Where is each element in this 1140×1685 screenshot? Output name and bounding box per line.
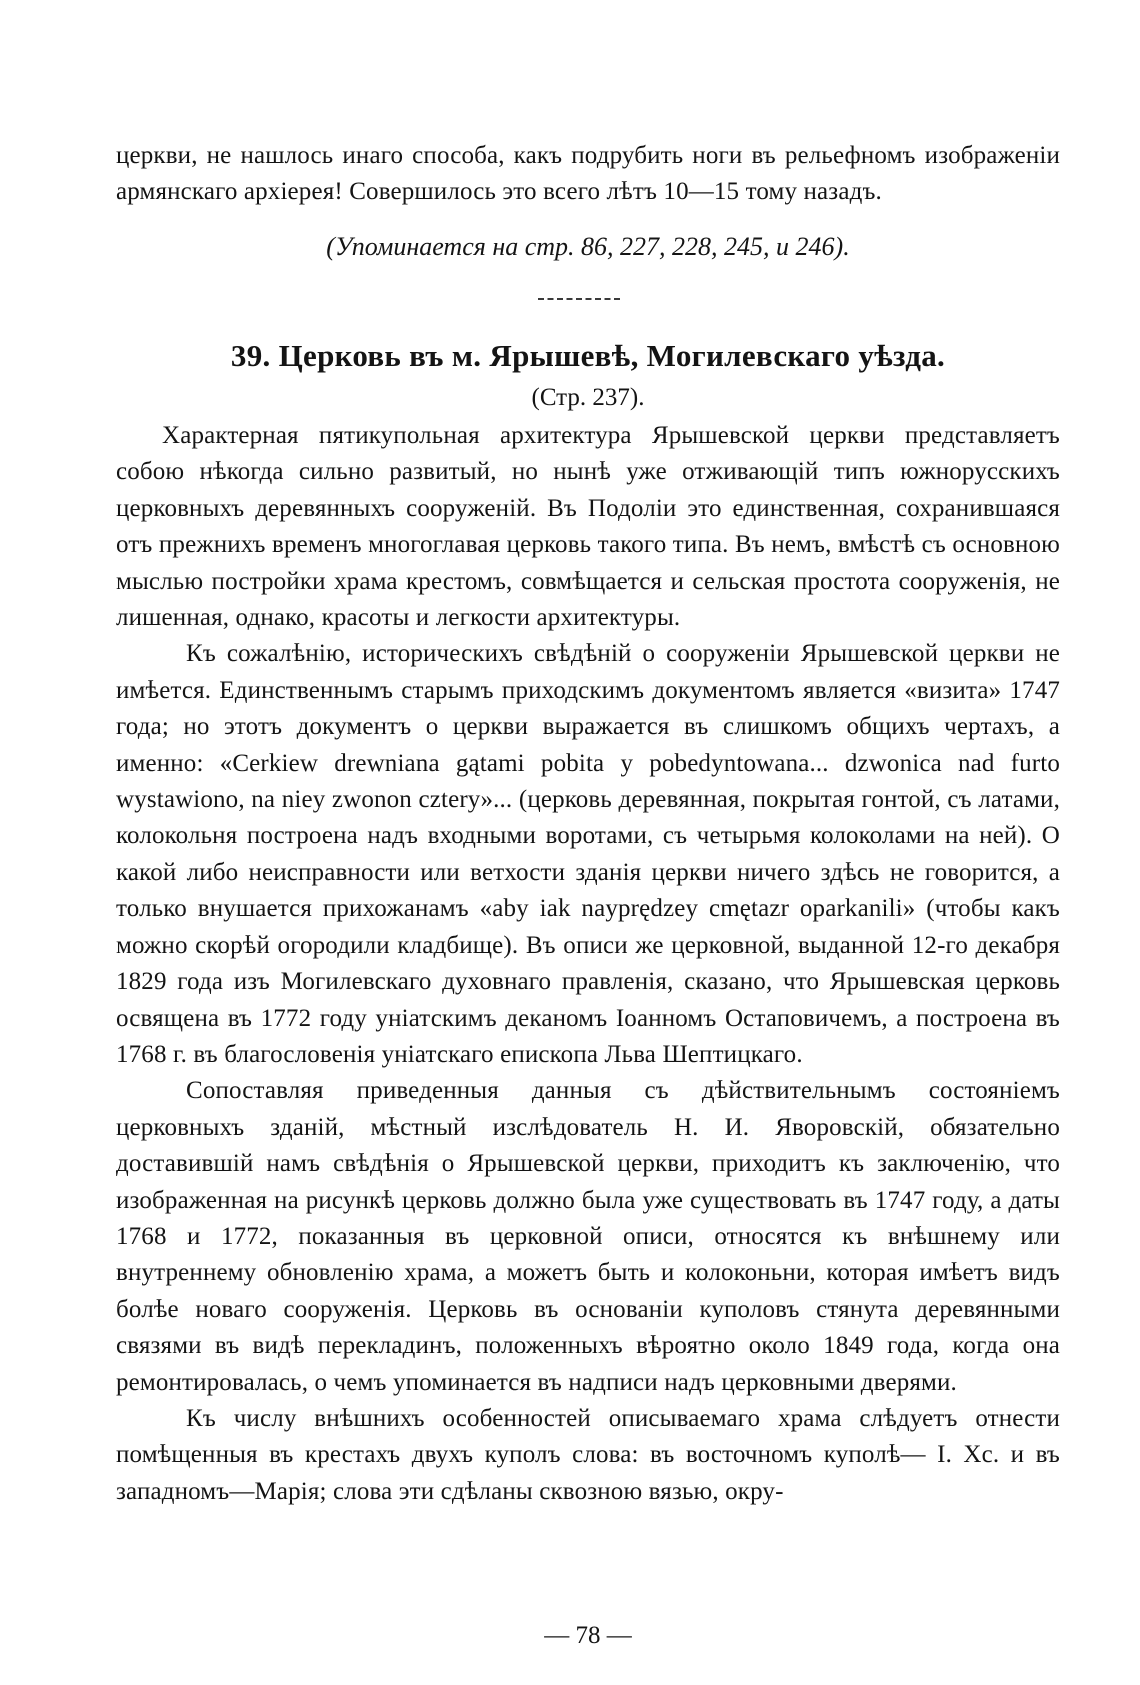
page-mention-note: (Упоминается на стр. 86, 227, 228, 245, и 246). <box>326 232 850 261</box>
page-number: — 78 — <box>544 1622 632 1649</box>
section-page-reference: (Стр. 237). <box>531 384 645 411</box>
body-paragraph-1: Характерная пятикупольная архитектура Ярышевской церкви представляетъ собою нѣкогда сильно развитый, но нынѣ уже отживающiй типъ южнорусскихъ церковныхъ деревянныхъ сооруженiй. Въ Подолiи это единственная, сохранившаяся отъ прежнихъ временъ многоглавая церковь такого типа. Въ немъ, вмѣстѣ съ основною мыслью постройки храма крестомъ, совмѣщается и сельская простота сооруженiя, не лишенная, однако, красоты и легкости архитектуры. <box>116 422 1060 632</box>
body-paragraph-3: Сопоставляя приведенныя данныя съ дѣйствительнымъ состоянiемъ церковныхъ зданiй, мѣстный изслѣдователь Н. И. Яворовскiй, обязательно доставившiй намъ свѣдѣнiя о Ярышевской церкви, приходитъ къ заключенiю, что изображенная на рисункѣ церковь должно была уже существовать въ 1747 году, а даты 1768 и 1772, показанныя въ церковной описи, относятся къ внѣшнему или внутреннему обновленiю храма, а можетъ быть и колоконьни, которая имѣетъ видъ болѣе новаго сооруженiя. Церковь въ основанiи куполовъ стянута деревянными связями въ видѣ перекладинъ, положенныхъ вѣроятно около 1849 года, когда она ремонтировалась, о чемъ упоминается въ надписи надъ церковными дверями. <box>116 1077 1060 1396</box>
section-divider <box>538 298 620 300</box>
section-body <box>116 418 1060 1510</box>
top-paragraph: церкви, не нашлось инаго способа, какъ подрубить ноги въ рельефномъ изображенiи армянскаго архiерея! Совершилось это всего лѣтъ 10—15 тому назадъ. <box>116 142 1060 206</box>
body-paragraph-2: Къ сожалѣнiю, историческихъ свѣдѣнiй о сооруженiи Ярышевской церкви не имѣется. Единственнымъ старымъ приходскимъ документомъ является «визита» 1747 года; но этотъ документъ о церкви выражается въ слишкомъ общихъ чертахъ, а именно: «Cerkiew drewniana gątami pobita y pobedyntowana... dzwonica nad furto wystawiono, na niey zwonon cztery»... (церковь деревянная, покрытая гонтой, съ латами, колокольня построена надъ входными воротами, съ четырьмя колоколами на ней). О какой либо неисправности или ветхости зданiя церкви ничего здѣсь не говорится, а только внушается прихожанамъ «aby iak nayprędzey cmętazr oparkanili» (чтобы какъ можно скорѣй огородили кладбище). Въ описи же церковной, выданной 12-го декабря 1829 года изъ Могилевскаго духовнаго правленiя, сказано, что Ярышевская церковь освящена въ 1772 году унiатскимъ деканомъ Iоанномъ Остаповичемъ, а построена въ 1768 г. въ благословенiя унiатскаго епископа Льва Шептицкаго. <box>116 640 1060 1068</box>
body-paragraph-4: Къ числу внѣшнихъ особенностей описываемаго храма слѣдуетъ отнести помѣщенныя въ крестахъ двухъ куполъ слова: въ восточномъ куполѣ— I. Хс. и въ западномъ—Марiя; слова эти сдѣланы сквозною вязью, окру- <box>116 1404 1060 1505</box>
section-heading: 39. Церковь въ м. Ярышевѣ, Могилевскаго уѣзда. <box>230 338 946 373</box>
top-paragraph-block <box>116 138 1060 211</box>
